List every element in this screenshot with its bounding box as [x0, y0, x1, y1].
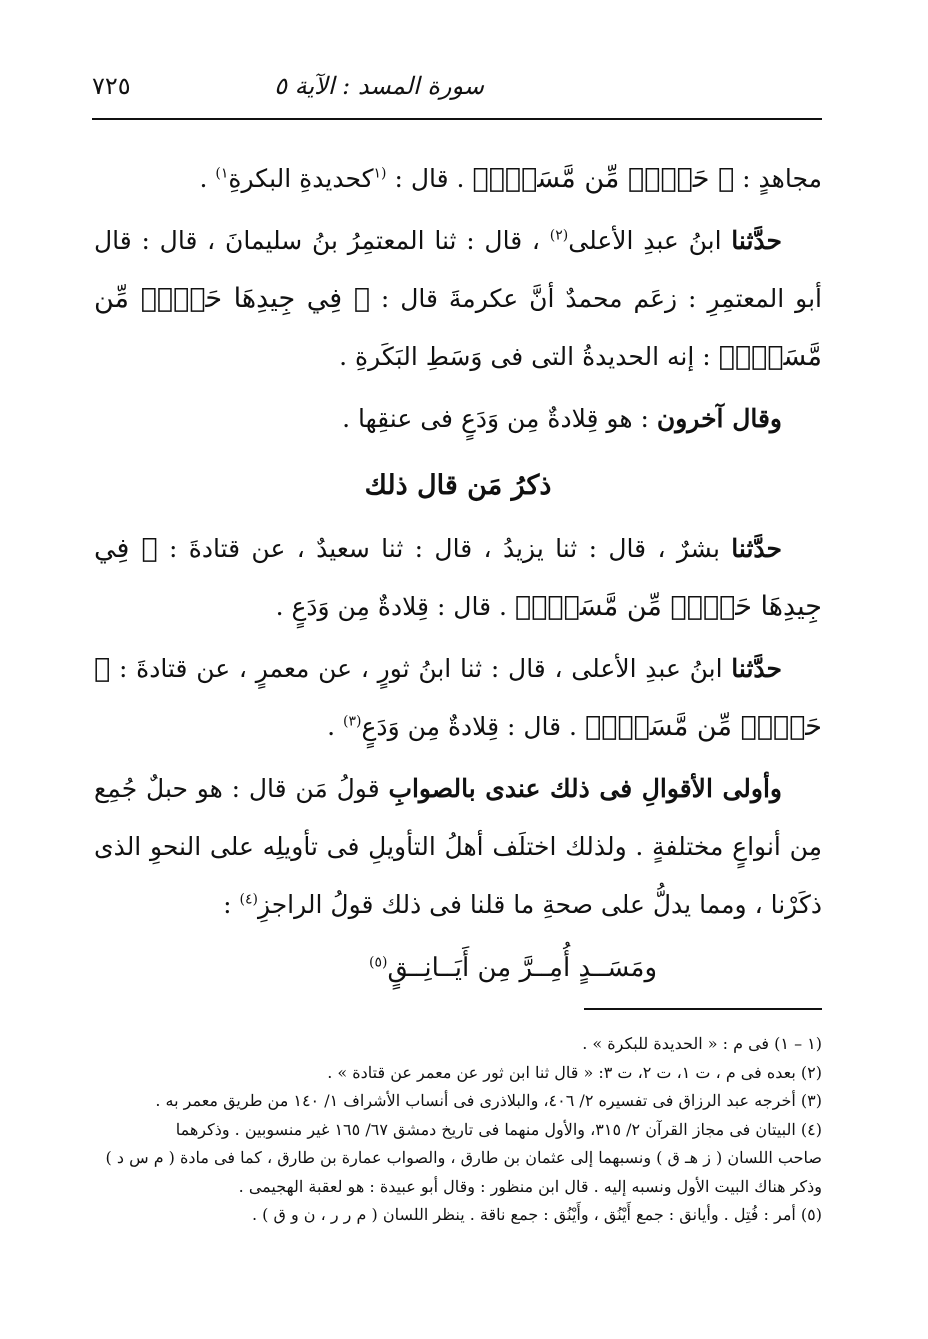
footnote: (٤) البيتان فى مجاز القرآن ٢/ ٣١٥، والأول منهما فى تاريخ دمشق ٦٧/ ١٦٥ غير منسوبين . وذكرهما: [175, 1119, 822, 1139]
text: . قال : قِلادةٌ مِن وَدَعٍ .: [275, 592, 515, 621]
footnote-marker: (٢): [549, 227, 569, 244]
isnad-lead: حدَّثنا: [731, 654, 782, 683]
header-rule: [92, 118, 822, 120]
quran-quote: ﴿ فِي جِيدِهَا حَبۡلٞ مِّن مَّسَدِۭ﴾: [94, 283, 822, 372]
paragraph-qatadah-2: [94, 640, 822, 756]
quran-quote: ﴿ فِي جِيدِهَا حَبۡلٞ مِّن مَّسَدِۭ﴾: [94, 533, 822, 622]
poetry-verse: [94, 938, 822, 998]
text: : هو قِلادةٌ مِن وَدَعٍ فى عنقِها .: [342, 404, 657, 433]
footnote: (٣) أخرجه عبد الرزاق فى تفسيره ٢/ ٤٠٦، والبلاذرى فى أنساب الأشراف ١/ ١٤٠ من طريق معمر به .: [155, 1091, 822, 1110]
footnote-marker: (٥): [368, 954, 388, 971]
paragraph-preferred-view: [94, 760, 822, 934]
header-title: سورة المسد : الآية ٥: [274, 72, 484, 100]
footnote: (٥) أمر : فُتِل . وأيانق : جمع أَيْنُق ، وأَيْنُق : جمع ناقة . ينظر اللسان ( م ر ر ، ن و ق ) .: [251, 1205, 822, 1224]
footnote-marker: ١): [215, 165, 229, 182]
opinion-lead: وأولى الأقوالِ فى ذلك عندى بالصوابِ: [388, 774, 782, 803]
running-head: [92, 72, 822, 112]
footnote-marker: (١: [373, 165, 387, 182]
footnote-marker: (٤): [239, 891, 258, 908]
footnote-marker: (٣): [343, 713, 362, 730]
footnotes: [94, 1030, 822, 1230]
paragraph-mujahid: [94, 150, 822, 208]
isnad-lead: حدَّثنا: [731, 534, 782, 563]
quran-quote: ﴿ حَبۡلٞ مِّن مَّسَدِۭ﴾: [94, 653, 822, 742]
text: ابنُ عبدِ الأعلى: [568, 226, 732, 255]
paragraph-qatadah-1: [94, 520, 822, 636]
text: ، قال : ثنا المعتمِرُ بنُ سليمانَ ، قال : قال أبو المعتمِرِ : زعَم محمدٌ أنَّ عكرمةَ قال :: [94, 226, 823, 313]
text: كحديدةِ البكرةِ: [228, 164, 374, 193]
section-title: ذكرُ مَن قال ذلك: [364, 470, 552, 501]
opinion-lead: وقال آخرون: [656, 404, 782, 433]
text: . قال : قِلادةٌ مِن وَدَعٍ: [361, 712, 585, 741]
text: ابنُ عبدِ الأعلى ، قال : ثنا ابنُ ثورٍ ، عن معمرٍ ، عن قتادةَ :: [110, 654, 732, 683]
paragraph-others: [94, 390, 822, 448]
text: :: [223, 890, 240, 919]
footnote: (١ – ١) فى م : « الحديدة للبكرة » .: [582, 1034, 822, 1053]
paragraph-ikrimah: [94, 212, 822, 386]
text: قولُ مَن قال : هو حبلٌ جُمِع مِن أنواعٍ مختلفةٍ . ولذلك اختلَف أهلُ التأويلِ فى تأويلِه على النحوِ الذى ذكَرْنا ، ومما يدلُّ على صحةِ ما قلنا فى ذلك قولُ الراجزِ: [94, 774, 822, 919]
text: .: [199, 164, 216, 193]
text: بشرٌ ، قال : ثنا يزيدُ ، قال : ثنا سعيدٌ ، عن قتادةَ :: [157, 534, 732, 563]
footnote: صاحب اللسان ( ز هـ ق ) ونسبهما إلى عثمان بن طارق ، والصواب عمارة بن طارق ، كما فى مادة ( م س د ): [105, 1148, 822, 1167]
verse-text: ومَسَــدٍ أُمِــرَّ مِن أَيَــانِــقٍ: [387, 953, 658, 983]
text: .: [327, 712, 344, 741]
footnote: وذكر هناك البيت الأول ونسبه إليه . قال ابن منظور : وقال أبو عبيدة : هو لعقبة الهجيمى .: [238, 1176, 822, 1196]
isnad-lead: حدَّثنا: [731, 226, 782, 255]
quran-quote: ﴿ حَبۡلٞ مِّن مَّسَدِۭ﴾: [472, 163, 735, 194]
text: مجاهدٍ :: [734, 164, 822, 193]
page-number: ٧٢٥: [92, 72, 131, 100]
main-text: [94, 150, 822, 998]
footnote-rule: [584, 1008, 822, 1010]
footnote: (٢) بعده فى م ، ت ١، ت ٢، ت ٣: « قال ثنا ابن ثور عن معمر عن قتادة » .: [327, 1062, 822, 1082]
text: : إنه الحديدةُ التى فى وَسَطِ البَكَرةِ .: [339, 342, 719, 371]
text: . قال :: [386, 164, 473, 193]
